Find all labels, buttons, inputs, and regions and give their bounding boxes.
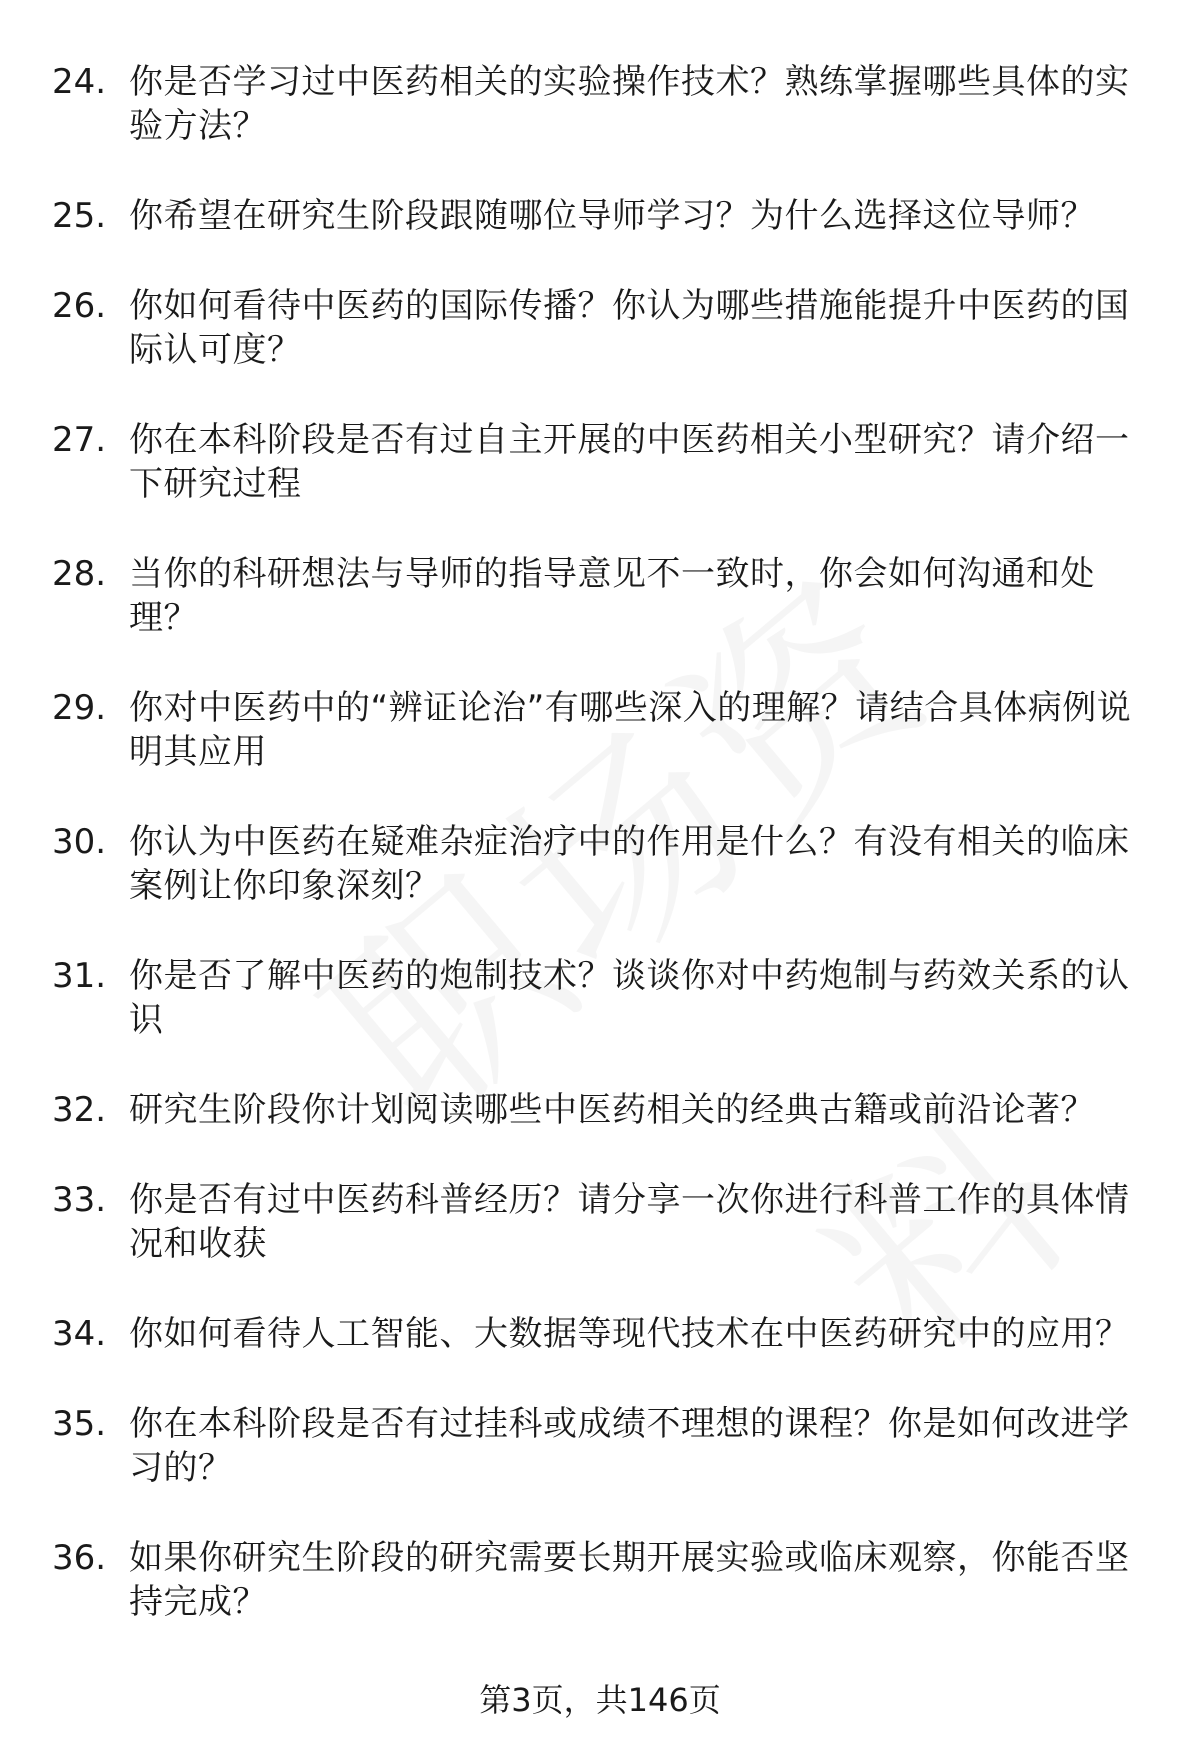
question-number: 32. <box>52 1090 107 1130</box>
question-number: 24. <box>52 62 107 102</box>
question-number: 29. <box>52 688 107 728</box>
list-item <box>52 418 1152 506</box>
question-text: 你是否学习过中医药相关的实验操作技术？熟练掌握哪些具体的实验方法？ <box>129 62 1130 146</box>
list-item <box>52 194 1152 238</box>
question-text: 你希望在研究生阶段跟随哪位导师学习？为什么选择这位导师？ <box>129 196 1095 236</box>
list-item <box>52 1312 1152 1356</box>
question-list <box>52 60 1152 1670</box>
question-number: 35. <box>52 1404 107 1444</box>
question-number: 33. <box>52 1180 107 1220</box>
question-text: 你是否有过中医药科普经历？请分享一次你进行科普工作的具体情况和收获 <box>129 1180 1130 1264</box>
list-item <box>52 954 1152 1042</box>
question-text: 你在本科阶段是否有过挂科或成绩不理想的课程？你是如何改进学习的？ <box>129 1404 1130 1488</box>
question-text: 你在本科阶段是否有过自主开展的中医药相关小型研究？请介绍一下研究过程 <box>129 420 1130 504</box>
list-item <box>52 284 1152 372</box>
question-text: 你如何看待中医药的国际传播？你认为哪些措施能提升中医药的国际认可度？ <box>129 286 1130 370</box>
question-number: 34. <box>52 1314 107 1354</box>
list-item <box>52 1536 1152 1624</box>
list-item <box>52 686 1152 774</box>
question-number: 26. <box>52 286 107 326</box>
question-text: 研究生阶段你计划阅读哪些中医药相关的经典古籍或前沿论著？ <box>129 1090 1095 1130</box>
question-number: 27. <box>52 420 107 460</box>
question-text: 如果你研究生阶段的研究需要长期开展实验或临床观察，你能否坚持完成？ <box>129 1538 1130 1622</box>
list-item <box>52 60 1152 148</box>
question-text: 当你的科研想法与导师的指导意见不一致时，你会如何沟通和处理？ <box>129 554 1095 638</box>
list-item <box>52 1178 1152 1266</box>
question-number: 31. <box>52 956 107 996</box>
question-text: 你认为中医药在疑难杂症治疗中的作用是什么？有没有相关的临床案例让你印象深刻？ <box>129 822 1130 906</box>
list-item <box>52 1088 1152 1132</box>
question-number: 28. <box>52 554 107 594</box>
question-number: 36. <box>52 1538 107 1578</box>
list-item <box>52 1402 1152 1490</box>
question-text: 你是否了解中医药的炮制技术？谈谈你对中药炮制与药效关系的认识 <box>129 956 1130 1040</box>
question-text: 你如何看待人工智能、大数据等现代技术在中医药研究中的应用？ <box>129 1314 1130 1354</box>
page-number-footer: 第3页，共146页 <box>479 1681 721 1719</box>
list-item <box>52 820 1152 908</box>
question-number: 25. <box>52 196 107 236</box>
question-number: 30. <box>52 822 107 862</box>
list-item <box>52 552 1152 640</box>
question-text: 你对中医药中的“辨证论治”有哪些深入的理解？请结合具体病例说明其应用 <box>129 688 1132 772</box>
